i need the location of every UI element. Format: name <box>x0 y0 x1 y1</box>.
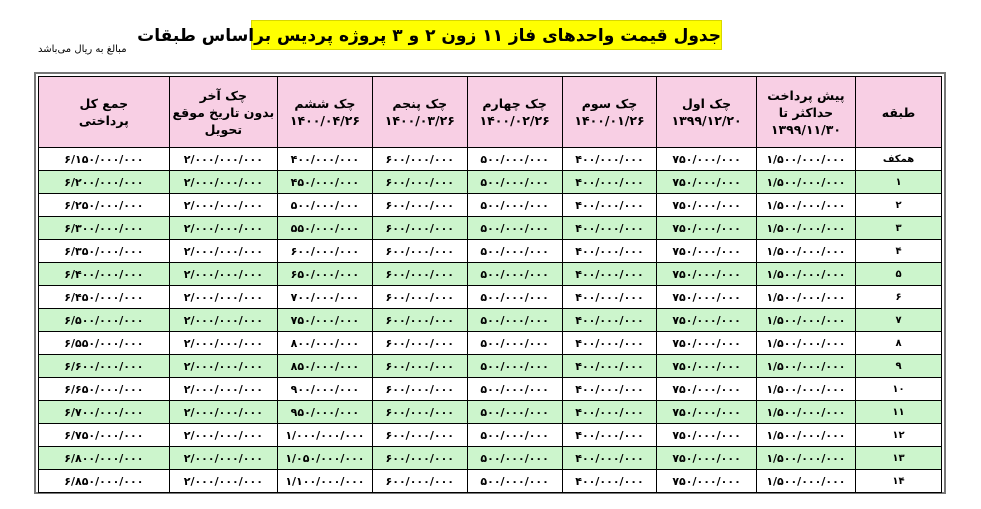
header-check-3-line: ۱۴۰۰/۰۱/۲۶ <box>574 113 645 128</box>
cell-check-3: ۴۰۰/۰۰۰/۰۰۰ <box>562 355 657 378</box>
cell-check-1: ۷۵۰/۰۰۰/۰۰۰ <box>657 401 756 424</box>
cell-check-4: ۵۰۰/۰۰۰/۰۰۰ <box>467 148 562 171</box>
header-row <box>39 77 942 148</box>
cell-prepayment: ۱/۵۰۰/۰۰۰/۰۰۰ <box>756 424 855 447</box>
cell-final-check: ۲/۰۰۰/۰۰۰/۰۰۰ <box>169 470 277 493</box>
cell-floor: ۴ <box>856 240 942 263</box>
cell-check-5: ۶۰۰/۰۰۰/۰۰۰ <box>372 309 467 332</box>
cell-check-3: ۴۰۰/۰۰۰/۰۰۰ <box>562 148 657 171</box>
cell-check-5: ۶۰۰/۰۰۰/۰۰۰ <box>372 332 467 355</box>
header-check-6-line: ۱۴۰۰/۰۴/۲۶ <box>289 113 360 128</box>
header-final-check-line: چک آخر <box>199 87 247 103</box>
cell-check-6: ۱/۰۰۰/۰۰۰/۰۰۰ <box>277 424 372 447</box>
header-total-line: جمع کل <box>79 96 129 111</box>
cell-check-4: ۵۰۰/۰۰۰/۰۰۰ <box>467 447 562 470</box>
cell-floor: همکف <box>856 148 942 171</box>
header-check-6 <box>277 77 372 148</box>
cell-prepayment: ۱/۵۰۰/۰۰۰/۰۰۰ <box>756 240 855 263</box>
cell-check-1: ۷۵۰/۰۰۰/۰۰۰ <box>657 263 756 286</box>
header-check-5 <box>372 77 467 148</box>
cell-total: ۶/۲۰۰/۰۰۰/۰۰۰ <box>39 171 170 194</box>
cell-check-4: ۵۰۰/۰۰۰/۰۰۰ <box>467 171 562 194</box>
cell-check-1: ۷۵۰/۰۰۰/۰۰۰ <box>657 447 756 470</box>
table-row <box>39 217 942 240</box>
cell-floor: ۱ <box>856 171 942 194</box>
cell-check-3: ۴۰۰/۰۰۰/۰۰۰ <box>562 217 657 240</box>
cell-check-5: ۶۰۰/۰۰۰/۰۰۰ <box>372 355 467 378</box>
cell-floor: ۷ <box>856 309 942 332</box>
cell-check-4: ۵۰۰/۰۰۰/۰۰۰ <box>467 355 562 378</box>
cell-check-5: ۶۰۰/۰۰۰/۰۰۰ <box>372 424 467 447</box>
header-check-1 <box>657 77 756 148</box>
table-row <box>39 424 942 447</box>
cell-final-check: ۲/۰۰۰/۰۰۰/۰۰۰ <box>169 401 277 424</box>
header-prepayment <box>756 77 855 148</box>
table-row <box>39 401 942 424</box>
cell-final-check: ۲/۰۰۰/۰۰۰/۰۰۰ <box>169 240 277 263</box>
cell-total: ۶/۴۰۰/۰۰۰/۰۰۰ <box>39 263 170 286</box>
table-row <box>39 171 942 194</box>
cell-floor: ۱۳ <box>856 447 942 470</box>
cell-check-3: ۴۰۰/۰۰۰/۰۰۰ <box>562 470 657 493</box>
cell-final-check: ۲/۰۰۰/۰۰۰/۰۰۰ <box>169 148 277 171</box>
table-row <box>39 332 942 355</box>
cell-check-1: ۷۵۰/۰۰۰/۰۰۰ <box>657 286 756 309</box>
cell-total: ۶/۴۵۰/۰۰۰/۰۰۰ <box>39 286 170 309</box>
cell-final-check: ۲/۰۰۰/۰۰۰/۰۰۰ <box>169 263 277 286</box>
header-check-1-line: ۱۳۹۹/۱۲/۲۰ <box>671 113 742 128</box>
table-row <box>39 194 942 217</box>
header-floor <box>856 77 942 148</box>
cell-check-4: ۵۰۰/۰۰۰/۰۰۰ <box>467 309 562 332</box>
header-prepayment-line: پیش پرداخت <box>767 87 845 103</box>
cell-total: ۶/۵۵۰/۰۰۰/۰۰۰ <box>39 332 170 355</box>
cell-prepayment: ۱/۵۰۰/۰۰۰/۰۰۰ <box>756 470 855 493</box>
cell-final-check: ۲/۰۰۰/۰۰۰/۰۰۰ <box>169 309 277 332</box>
header-prepayment-line: ۱۳۹۹/۱۱/۳۰ <box>770 121 841 137</box>
cell-final-check: ۲/۰۰۰/۰۰۰/۰۰۰ <box>169 378 277 401</box>
cell-total: ۶/۸۰۰/۰۰۰/۰۰۰ <box>39 447 170 470</box>
cell-check-6: ۶۰۰/۰۰۰/۰۰۰ <box>277 240 372 263</box>
header-check-5-line: چک پنجم <box>392 96 448 111</box>
cell-check-4: ۵۰۰/۰۰۰/۰۰۰ <box>467 240 562 263</box>
cell-prepayment: ۱/۵۰۰/۰۰۰/۰۰۰ <box>756 378 855 401</box>
cell-check-1: ۷۵۰/۰۰۰/۰۰۰ <box>657 332 756 355</box>
cell-check-1: ۷۵۰/۰۰۰/۰۰۰ <box>657 240 756 263</box>
table-row <box>39 240 942 263</box>
cell-check-5: ۶۰۰/۰۰۰/۰۰۰ <box>372 470 467 493</box>
cell-check-3: ۴۰۰/۰۰۰/۰۰۰ <box>562 447 657 470</box>
cell-check-1: ۷۵۰/۰۰۰/۰۰۰ <box>657 355 756 378</box>
cell-check-4: ۵۰۰/۰۰۰/۰۰۰ <box>467 263 562 286</box>
cell-floor: ۱۴ <box>856 470 942 493</box>
cell-check-3: ۴۰۰/۰۰۰/۰۰۰ <box>562 286 657 309</box>
cell-total: ۶/۲۵۰/۰۰۰/۰۰۰ <box>39 194 170 217</box>
price-table <box>38 76 942 493</box>
price-table-frame <box>34 72 946 494</box>
cell-check-5: ۶۰۰/۰۰۰/۰۰۰ <box>372 401 467 424</box>
cell-floor: ۱۲ <box>856 424 942 447</box>
cell-check-6: ۴۵۰/۰۰۰/۰۰۰ <box>277 171 372 194</box>
cell-final-check: ۲/۰۰۰/۰۰۰/۰۰۰ <box>169 424 277 447</box>
cell-check-1: ۷۵۰/۰۰۰/۰۰۰ <box>657 378 756 401</box>
cell-check-6: ۸۰۰/۰۰۰/۰۰۰ <box>277 332 372 355</box>
cell-check-6: ۵۵۰/۰۰۰/۰۰۰ <box>277 217 372 240</box>
cell-check-6: ۶۵۰/۰۰۰/۰۰۰ <box>277 263 372 286</box>
table-row <box>39 378 942 401</box>
header-check-4 <box>467 77 562 148</box>
currency-note: مبالغ به ریال می‌باشد <box>38 44 127 55</box>
cell-check-6: ۹۰۰/۰۰۰/۰۰۰ <box>277 378 372 401</box>
cell-final-check: ۲/۰۰۰/۰۰۰/۰۰۰ <box>169 332 277 355</box>
cell-prepayment: ۱/۵۰۰/۰۰۰/۰۰۰ <box>756 217 855 240</box>
cell-check-5: ۶۰۰/۰۰۰/۰۰۰ <box>372 263 467 286</box>
table-row <box>39 355 942 378</box>
cell-check-6: ۷۵۰/۰۰۰/۰۰۰ <box>277 309 372 332</box>
cell-check-3: ۴۰۰/۰۰۰/۰۰۰ <box>562 194 657 217</box>
table-row <box>39 309 942 332</box>
cell-check-5: ۶۰۰/۰۰۰/۰۰۰ <box>372 240 467 263</box>
header-check-3 <box>562 77 657 148</box>
cell-total: ۶/۶۰۰/۰۰۰/۰۰۰ <box>39 355 170 378</box>
cell-check-4: ۵۰۰/۰۰۰/۰۰۰ <box>467 424 562 447</box>
cell-prepayment: ۱/۵۰۰/۰۰۰/۰۰۰ <box>756 171 855 194</box>
header-check-3-line: چک سوم <box>581 96 638 111</box>
cell-check-4: ۵۰۰/۰۰۰/۰۰۰ <box>467 217 562 240</box>
cell-check-1: ۷۵۰/۰۰۰/۰۰۰ <box>657 217 756 240</box>
cell-final-check: ۲/۰۰۰/۰۰۰/۰۰۰ <box>169 286 277 309</box>
cell-final-check: ۲/۰۰۰/۰۰۰/۰۰۰ <box>169 171 277 194</box>
cell-floor: ۳ <box>856 217 942 240</box>
header-check-4-line: چک چهارم <box>482 96 547 111</box>
cell-check-5: ۶۰۰/۰۰۰/۰۰۰ <box>372 447 467 470</box>
cell-prepayment: ۱/۵۰۰/۰۰۰/۰۰۰ <box>756 286 855 309</box>
cell-check-5: ۶۰۰/۰۰۰/۰۰۰ <box>372 171 467 194</box>
cell-check-1: ۷۵۰/۰۰۰/۰۰۰ <box>657 194 756 217</box>
cell-check-4: ۵۰۰/۰۰۰/۰۰۰ <box>467 194 562 217</box>
cell-prepayment: ۱/۵۰۰/۰۰۰/۰۰۰ <box>756 447 855 470</box>
cell-check-5: ۶۰۰/۰۰۰/۰۰۰ <box>372 286 467 309</box>
cell-floor: ۱۰ <box>856 378 942 401</box>
header-final-check-line: بدون تاریخ موقع <box>172 104 275 120</box>
cell-check-6: ۷۰۰/۰۰۰/۰۰۰ <box>277 286 372 309</box>
cell-prepayment: ۱/۵۰۰/۰۰۰/۰۰۰ <box>756 148 855 171</box>
cell-check-4: ۵۰۰/۰۰۰/۰۰۰ <box>467 401 562 424</box>
cell-check-6: ۸۵۰/۰۰۰/۰۰۰ <box>277 355 372 378</box>
cell-total: ۶/۵۰۰/۰۰۰/۰۰۰ <box>39 309 170 332</box>
cell-check-3: ۴۰۰/۰۰۰/۰۰۰ <box>562 424 657 447</box>
cell-check-5: ۶۰۰/۰۰۰/۰۰۰ <box>372 217 467 240</box>
cell-check-1: ۷۵۰/۰۰۰/۰۰۰ <box>657 424 756 447</box>
cell-check-4: ۵۰۰/۰۰۰/۰۰۰ <box>467 470 562 493</box>
cell-prepayment: ۱/۵۰۰/۰۰۰/۰۰۰ <box>756 332 855 355</box>
cell-check-5: ۶۰۰/۰۰۰/۰۰۰ <box>372 194 467 217</box>
header-prepayment-line: حداکثر تا <box>778 104 834 120</box>
cell-total: ۶/۸۵۰/۰۰۰/۰۰۰ <box>39 470 170 493</box>
cell-floor: ۸ <box>856 332 942 355</box>
cell-check-6: ۹۵۰/۰۰۰/۰۰۰ <box>277 401 372 424</box>
cell-final-check: ۲/۰۰۰/۰۰۰/۰۰۰ <box>169 194 277 217</box>
cell-prepayment: ۱/۵۰۰/۰۰۰/۰۰۰ <box>756 263 855 286</box>
page-title: جدول قیمت واحدهای فاز ۱۱ زون ۲ و ۳ پروژه پردیس براساس طبقات <box>251 20 722 50</box>
header-total-line: پرداختی <box>78 113 129 128</box>
cell-final-check: ۲/۰۰۰/۰۰۰/۰۰۰ <box>169 355 277 378</box>
table-row <box>39 286 942 309</box>
table-row <box>39 447 942 470</box>
cell-total: ۶/۷۰۰/۰۰۰/۰۰۰ <box>39 401 170 424</box>
cell-check-1: ۷۵۰/۰۰۰/۰۰۰ <box>657 171 756 194</box>
cell-check-3: ۴۰۰/۰۰۰/۰۰۰ <box>562 240 657 263</box>
cell-check-3: ۴۰۰/۰۰۰/۰۰۰ <box>562 263 657 286</box>
cell-total: ۶/۳۵۰/۰۰۰/۰۰۰ <box>39 240 170 263</box>
cell-check-5: ۶۰۰/۰۰۰/۰۰۰ <box>372 378 467 401</box>
cell-check-5: ۶۰۰/۰۰۰/۰۰۰ <box>372 148 467 171</box>
table-row <box>39 148 942 171</box>
cell-check-3: ۴۰۰/۰۰۰/۰۰۰ <box>562 171 657 194</box>
cell-prepayment: ۱/۵۰۰/۰۰۰/۰۰۰ <box>756 355 855 378</box>
cell-final-check: ۲/۰۰۰/۰۰۰/۰۰۰ <box>169 217 277 240</box>
cell-check-3: ۴۰۰/۰۰۰/۰۰۰ <box>562 401 657 424</box>
header-final-check <box>169 77 277 148</box>
cell-check-3: ۴۰۰/۰۰۰/۰۰۰ <box>562 309 657 332</box>
cell-check-6: ۱/۱۰۰/۰۰۰/۰۰۰ <box>277 470 372 493</box>
cell-check-4: ۵۰۰/۰۰۰/۰۰۰ <box>467 332 562 355</box>
header-check-1-line: چک اول <box>682 96 732 111</box>
table-row <box>39 263 942 286</box>
cell-check-6: ۴۰۰/۰۰۰/۰۰۰ <box>277 148 372 171</box>
cell-floor: ۲ <box>856 194 942 217</box>
cell-floor: ۹ <box>856 355 942 378</box>
cell-final-check: ۲/۰۰۰/۰۰۰/۰۰۰ <box>169 447 277 470</box>
header-check-4-line: ۱۴۰۰/۰۲/۲۶ <box>479 113 550 128</box>
cell-check-1: ۷۵۰/۰۰۰/۰۰۰ <box>657 309 756 332</box>
cell-total: ۶/۱۵۰/۰۰۰/۰۰۰ <box>39 148 170 171</box>
cell-prepayment: ۱/۵۰۰/۰۰۰/۰۰۰ <box>756 194 855 217</box>
cell-check-6: ۵۰۰/۰۰۰/۰۰۰ <box>277 194 372 217</box>
header-check-5-line: ۱۴۰۰/۰۳/۲۶ <box>384 113 455 128</box>
cell-check-4: ۵۰۰/۰۰۰/۰۰۰ <box>467 378 562 401</box>
cell-check-3: ۴۰۰/۰۰۰/۰۰۰ <box>562 332 657 355</box>
header-check-6-line: چک ششم <box>294 96 356 111</box>
table-body <box>39 148 942 493</box>
cell-total: ۶/۶۵۰/۰۰۰/۰۰۰ <box>39 378 170 401</box>
header-total <box>39 77 170 148</box>
cell-prepayment: ۱/۵۰۰/۰۰۰/۰۰۰ <box>756 401 855 424</box>
cell-total: ۶/۷۵۰/۰۰۰/۰۰۰ <box>39 424 170 447</box>
cell-check-4: ۵۰۰/۰۰۰/۰۰۰ <box>467 286 562 309</box>
cell-floor: ۶ <box>856 286 942 309</box>
cell-check-3: ۴۰۰/۰۰۰/۰۰۰ <box>562 378 657 401</box>
header-final-check-line: تحویل <box>204 121 243 137</box>
cell-prepayment: ۱/۵۰۰/۰۰۰/۰۰۰ <box>756 309 855 332</box>
cell-floor: ۱۱ <box>856 401 942 424</box>
cell-total: ۶/۳۰۰/۰۰۰/۰۰۰ <box>39 217 170 240</box>
header-floor-line: طبقه <box>881 104 916 120</box>
cell-check-1: ۷۵۰/۰۰۰/۰۰۰ <box>657 470 756 493</box>
cell-floor: ۵ <box>856 263 942 286</box>
cell-check-6: ۱/۰۵۰/۰۰۰/۰۰۰ <box>277 447 372 470</box>
cell-check-1: ۷۵۰/۰۰۰/۰۰۰ <box>657 148 756 171</box>
table-row <box>39 470 942 493</box>
